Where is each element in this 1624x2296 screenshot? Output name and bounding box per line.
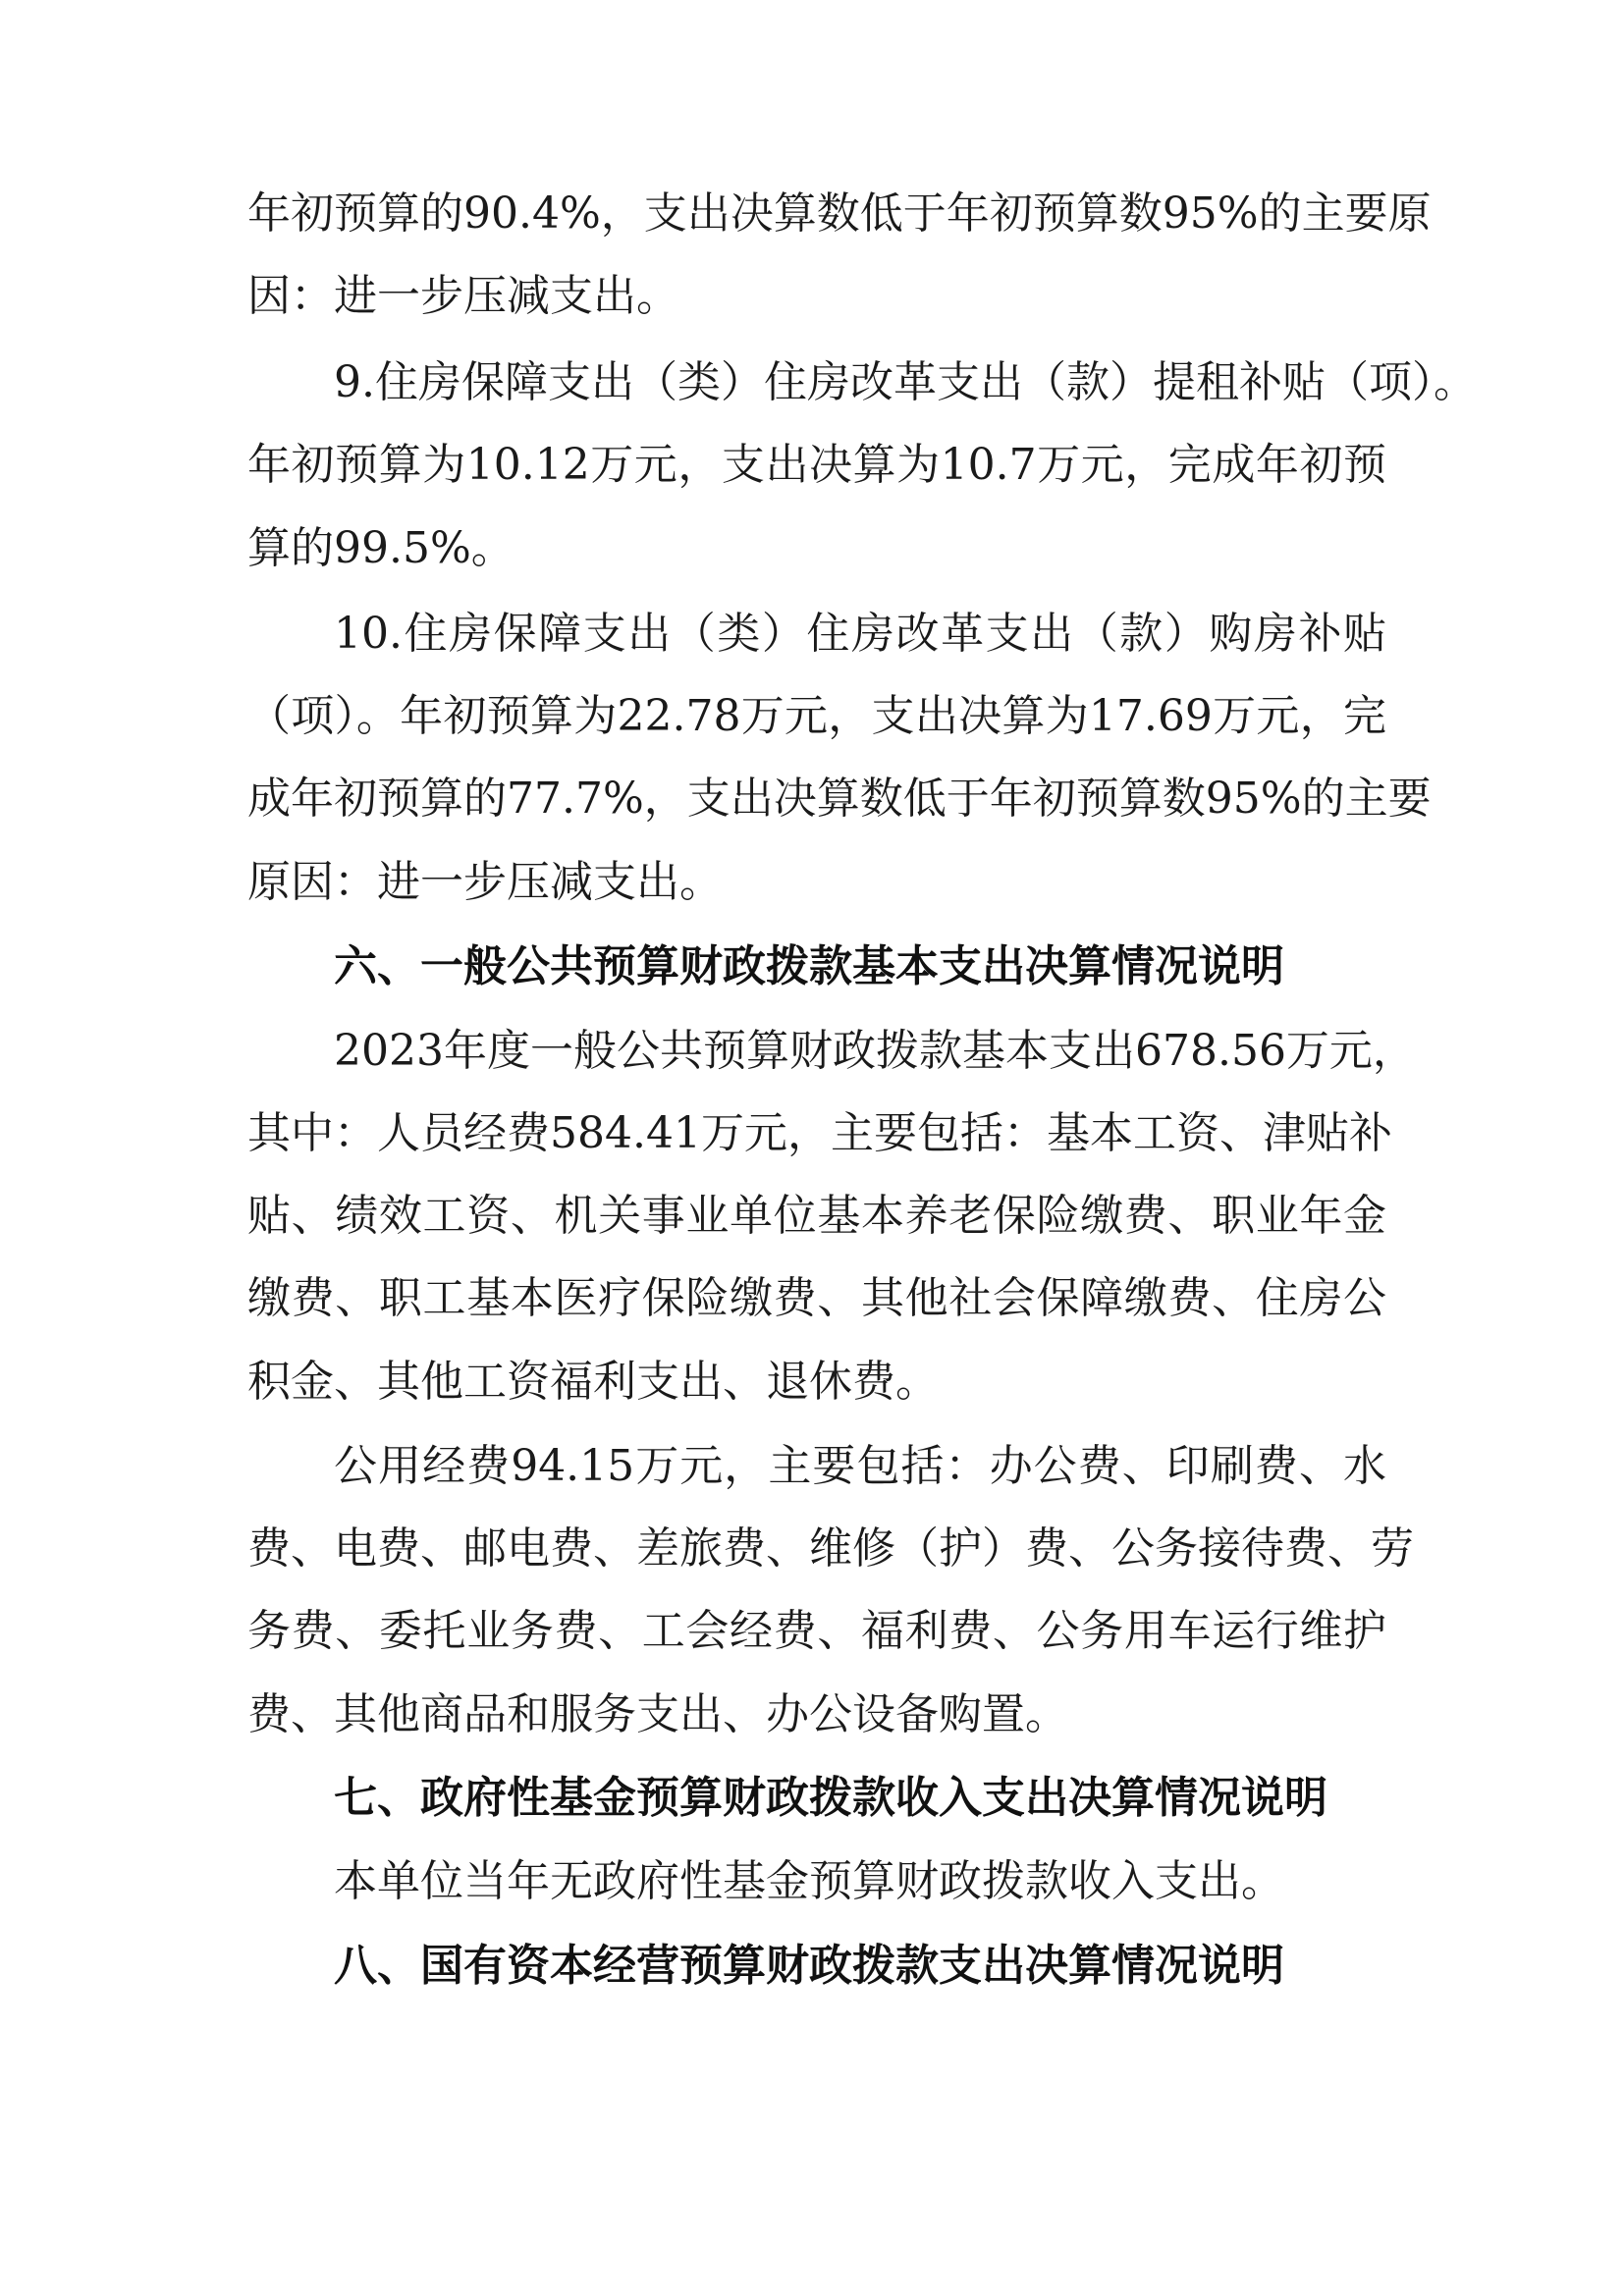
- paragraph-line: 费、其他商品和服务支出、办公设备购置。: [247, 1689, 1068, 1739]
- section-heading: 六、一般公共预算财政拨款基本支出决算情况说明: [334, 941, 1284, 991]
- paragraph-line: 费、电费、邮电费、差旅费、维修（护）费、公务接待费、劳: [247, 1523, 1414, 1574]
- paragraph-line: 因：进一步压减支出。: [247, 271, 679, 321]
- paragraph-line: 10.住房保障支出（类）住房改革支出（款）购房补贴: [334, 609, 1386, 659]
- paragraph-line: 原因：进一步压减支出。: [247, 857, 723, 907]
- paragraph-line: 9.住房保障支出（类）住房改革支出（款）提租补贴（项）。: [334, 357, 1477, 407]
- paragraph-line: 年初预算的90.4%，支出决算数低于年初预算数95%的主要原: [247, 188, 1432, 239]
- section-heading: 八、国有资本经营预算财政拨款支出决算情况说明: [334, 1941, 1284, 1991]
- paragraph-line: 2023年度一般公共预算财政拨款基本支出678.56万元，: [334, 1026, 1416, 1076]
- paragraph-line: 本单位当年无政府性基金预算财政拨款收入支出。: [334, 1856, 1284, 1906]
- paragraph-line: 年初预算为10.12万元，支出决算为10.7万元，完成年初预: [247, 440, 1386, 490]
- paragraph-line: 缴费、职工基本医疗保险缴费、其他社会保障缴费、住房公: [247, 1273, 1386, 1323]
- paragraph-line: 其中：人员经费584.41万元，主要包括：基本工资、津贴补: [247, 1108, 1392, 1158]
- paragraph-line: 积金、其他工资福利支出、退休费。: [247, 1357, 939, 1407]
- section-heading: 七、政府性基金预算财政拨款收入支出决算情况说明: [334, 1773, 1327, 1823]
- paragraph-line: 贴、绩效工资、机关事业单位基本养老保险缴费、职业年金: [247, 1191, 1386, 1241]
- paragraph-line: （项）。年初预算为22.78万元，支出决算为17.69万元，完: [247, 691, 1386, 741]
- paragraph-line: 成年初预算的77.7%，支出决算数低于年初预算数95%的主要: [247, 774, 1432, 824]
- paragraph-line: 务费、委托业务费、工会经费、福利费、公务用车运行维护: [247, 1606, 1386, 1656]
- paragraph-line: 算的99.5%。: [247, 523, 514, 573]
- paragraph-line: 公用经费94.15万元，主要包括：办公费、印刷费、水: [334, 1441, 1386, 1491]
